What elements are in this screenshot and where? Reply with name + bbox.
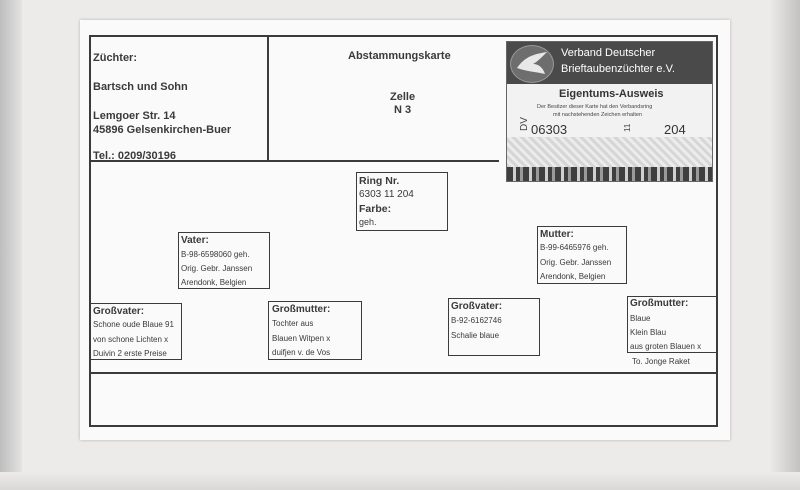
breeder-street: Lemgoer Str. 14 [93, 110, 176, 122]
grandfather-maternal-label: Großvater: [451, 301, 503, 312]
color-value: geh. [359, 217, 377, 227]
mother-label: Mutter: [540, 229, 574, 240]
badge-sub-line1: Der Besitzer dieser Karte hat den Verbandsring [537, 104, 653, 110]
father-label: Vater: [181, 235, 209, 246]
grandmother-maternal-line1: Blaue [630, 314, 651, 323]
ownership-badge [506, 41, 713, 182]
father-line2: Orig. Gebr. Janssen [181, 264, 253, 273]
bottom-border [89, 425, 718, 427]
grandmother-paternal-line3: duifjen v. de Vos [272, 348, 331, 357]
grandmother-paternal-line1: Tochter aus [272, 319, 314, 328]
breeder-phone: Tel.: 0209/30196 [93, 150, 176, 162]
left-border [89, 35, 91, 426]
scan-left-edge [0, 0, 22, 490]
grandfather-paternal-label: Großvater: [93, 306, 145, 317]
badge-year-code: 11 [623, 123, 632, 132]
ring-label: Ring Nr. [359, 175, 400, 187]
badge-decorative-band [507, 167, 712, 181]
cell-value: N 3 [394, 104, 412, 116]
scan-bottom-edge [0, 472, 800, 490]
grandmother-maternal-line2: Klein Blau [630, 328, 667, 337]
breeder-label: Züchter: [93, 52, 137, 64]
badge-security-pattern [507, 137, 712, 167]
badge-org-line2: Brieftaubenzüchter e.V. [561, 63, 675, 75]
grandmother-maternal-line3: aus groten Blauen x [630, 342, 702, 351]
badge-org-line1: Verband Deutscher [561, 47, 656, 59]
father-line1: B-98-6598060 geh. [181, 250, 250, 259]
grandfather-paternal-line2: von schone Lichten x [93, 335, 169, 344]
grandmother-paternal-label: Großmutter: [272, 304, 331, 315]
grandfather-maternal-line2: Schalie blaue [451, 331, 500, 340]
mother-line3: Arendonk, Belgien [540, 272, 606, 281]
grandfather-paternal-line3: Duivin 2 erste Preise [93, 349, 167, 358]
grandfather-paternal-line1: Schone oude Blaue 91 [93, 320, 174, 329]
badge-ring: 204 [664, 122, 686, 137]
grandmother-maternal-label: Großmutter: [630, 298, 689, 309]
header-divider-1 [267, 35, 269, 161]
father-line3: Arendonk, Belgien [181, 278, 247, 287]
top-border [89, 35, 717, 37]
grandmother-paternal-line2: Blauen Witpen x [272, 334, 331, 343]
badge-title: Eigentums-Ausweis [559, 88, 664, 100]
badge-prefix: DV [519, 117, 530, 131]
badge-sub-line2: mit nachstehenden Zeichen erhalten [553, 112, 642, 118]
badge-number: 06303 [531, 122, 568, 137]
breeder-city: 45896 Gelsenkirchen-Buer [93, 124, 232, 136]
grandfather-maternal-line1: B-92-6162746 [451, 316, 502, 325]
color-label: Farbe: [359, 203, 392, 215]
card-title: Abstammungskarte [348, 50, 451, 62]
mother-line2: Orig. Gebr. Janssen [540, 258, 612, 267]
dove-logo-icon [510, 45, 554, 83]
ring-value: 6303 11 204 [359, 189, 414, 200]
pedigree-bottom-line [89, 372, 718, 374]
scan-right-edge [770, 0, 800, 490]
cell-label: Zelle [390, 91, 416, 103]
right-border [716, 35, 718, 426]
breeder-name: Bartsch und Sohn [93, 81, 188, 93]
grandmother-maternal-line4: To. Jonge Raket [632, 357, 690, 366]
mother-line1: B-99-6465976 geh. [540, 243, 609, 252]
